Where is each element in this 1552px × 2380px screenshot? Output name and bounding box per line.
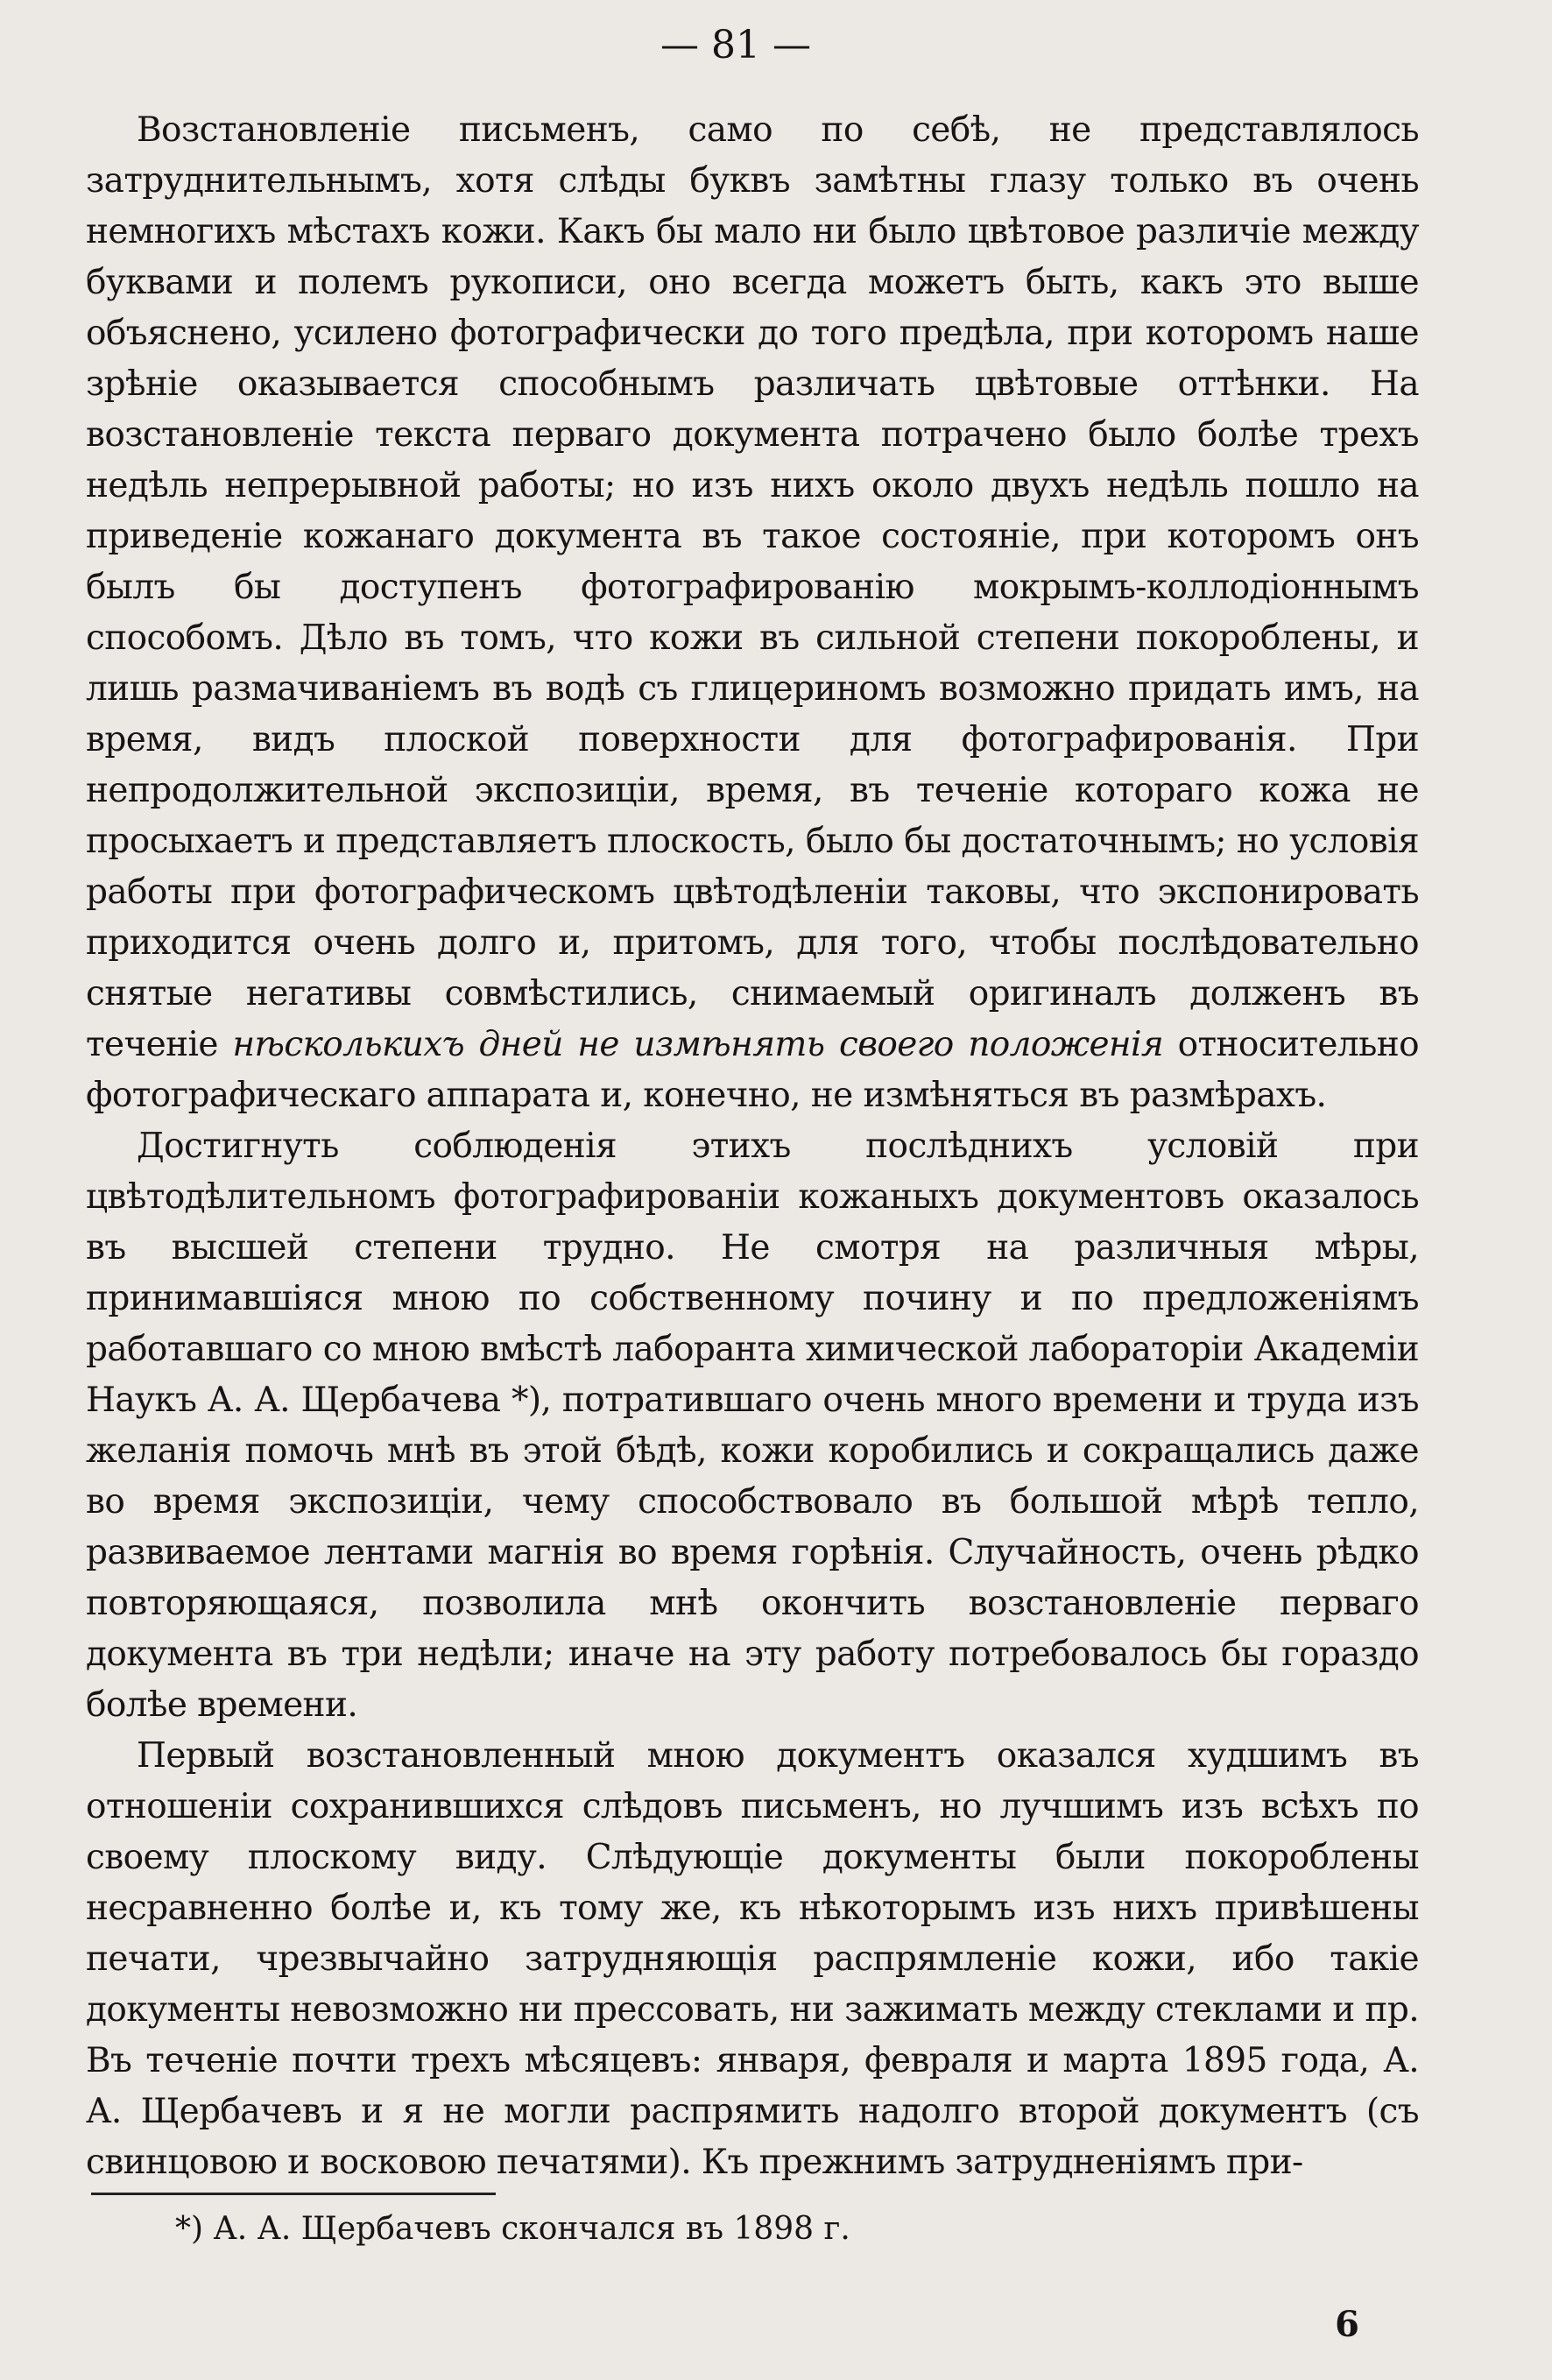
footnote-divider [91,2193,496,2195]
body-text [86,105,1419,2188]
paragraph-1-tail: относительно фотографическаго аппарата и, конечно, не измѣняться въ размѣрахъ. [86,1025,1419,1115]
paragraph-2 [86,1121,1419,1731]
paragraph-1-text: Возстановленіе письменъ, само по себѣ, не представлялось затруднительнымъ, хотя слѣды буквъ замѣтны глазу только въ очень немногихъ мѣстахъ кожи. Какъ бы мало ни было цвѣтовое различіе между буквами и полемъ рукописи, оно всегда можетъ быть, какъ это выше объяснено, усилено фотографически до того предѣла, при которомъ наше зрѣніе оказывается способнымъ различать цвѣтовые оттѣнки. На возстановленіе текста перваго документа потрачено было болѣе трехъ недѣль непрерывной работы; но изъ нихъ около двухъ недѣль пошло на приведеніе кожанаго документа въ такое состояніе, при которомъ онъ былъ бы доступенъ фотографированію мокрымъ-коллодіоннымъ способомъ. Дѣло въ томъ, что кожи въ сильной степени покороблены, и лишь размачиваніемъ въ водѣ съ глицериномъ возможно придать имъ, на время, видъ плоской поверхности для фотографированія. При непродолжительной экспозиціи, время, въ теченіе котораго кожа не просыхаетъ и представляетъ плоскость, было бы достаточнымъ; но условія работы при фотографическомъ цвѣтодѣленіи таковы, что экспонировать приходится очень долго и, притомъ, для того, чтобы послѣдовательно снятые негативы совмѣстились, снимаемый оригиналъ долженъ въ теченіе [86,110,1419,1064]
paragraph-2-text: Достигнуть соблюденія этихъ послѣднихъ условій при цвѣтодѣлительномъ фотографированіи кожаныхъ документовъ оказалось въ высшей степени трудно. Не смотря на различныя мѣры, принимавшіяся мною по собственному почину и по предложеніямъ работавшаго со мною вмѣстѣ лаборанта химической лабораторіи Академіи Наукъ А. А. Щербачева *), потратившаго очень много времени и труда изъ желанія помочь мнѣ въ этой бѣдѣ, кожи коробились и сокращались даже во время экспозиціи, чему способствовало въ большой мѣрѣ тепло, развиваемое лентами магнія во время горѣнія. Случайность, очень рѣдко повторяющаяся, позволила мнѣ окончить возстановленіе перваго документа въ три недѣли; иначе на эту работу потребовалось бы гораздо болѣе времени. [86,1126,1419,1725]
paragraph-1 [86,105,1419,1121]
paragraph-3 [86,1731,1419,2188]
paragraph-3-text: Первый возстановленный мною документъ оказался худшимъ въ отношеніи сохранившихся слѣдовъ письменъ, но лучшимъ изъ всѣхъ по своему плоскому виду. Слѣдующіе документы были покороблены несравненно болѣе и, къ тому же, къ нѣкоторымъ изъ нихъ привѣшены печати, чрезвычайно затрудняющія распрямленіе кожи, ибо такіе документы невозможно ни прессовать, ни зажимать между стеклами и пр. Въ теченіе почти трехъ мѣсяцевъ: января, февраля и марта 1895 года, А. А. Щербачевъ и я не могли распрямить надолго второй документъ (съ свинцовою и восковою печатями). Къ прежнимъ затрудненіямъ при- [86,1736,1419,2182]
signature-mark: 6 [1335,2304,1359,2345]
page-number: — 81 — [660,23,811,67]
paragraph-1-emphasis: нѣсколькихъ дней не измѣнять своего положенія [232,1025,1164,1064]
footnote: *) А. А. Щербачевъ скончался въ 1898 г. [175,2211,850,2247]
